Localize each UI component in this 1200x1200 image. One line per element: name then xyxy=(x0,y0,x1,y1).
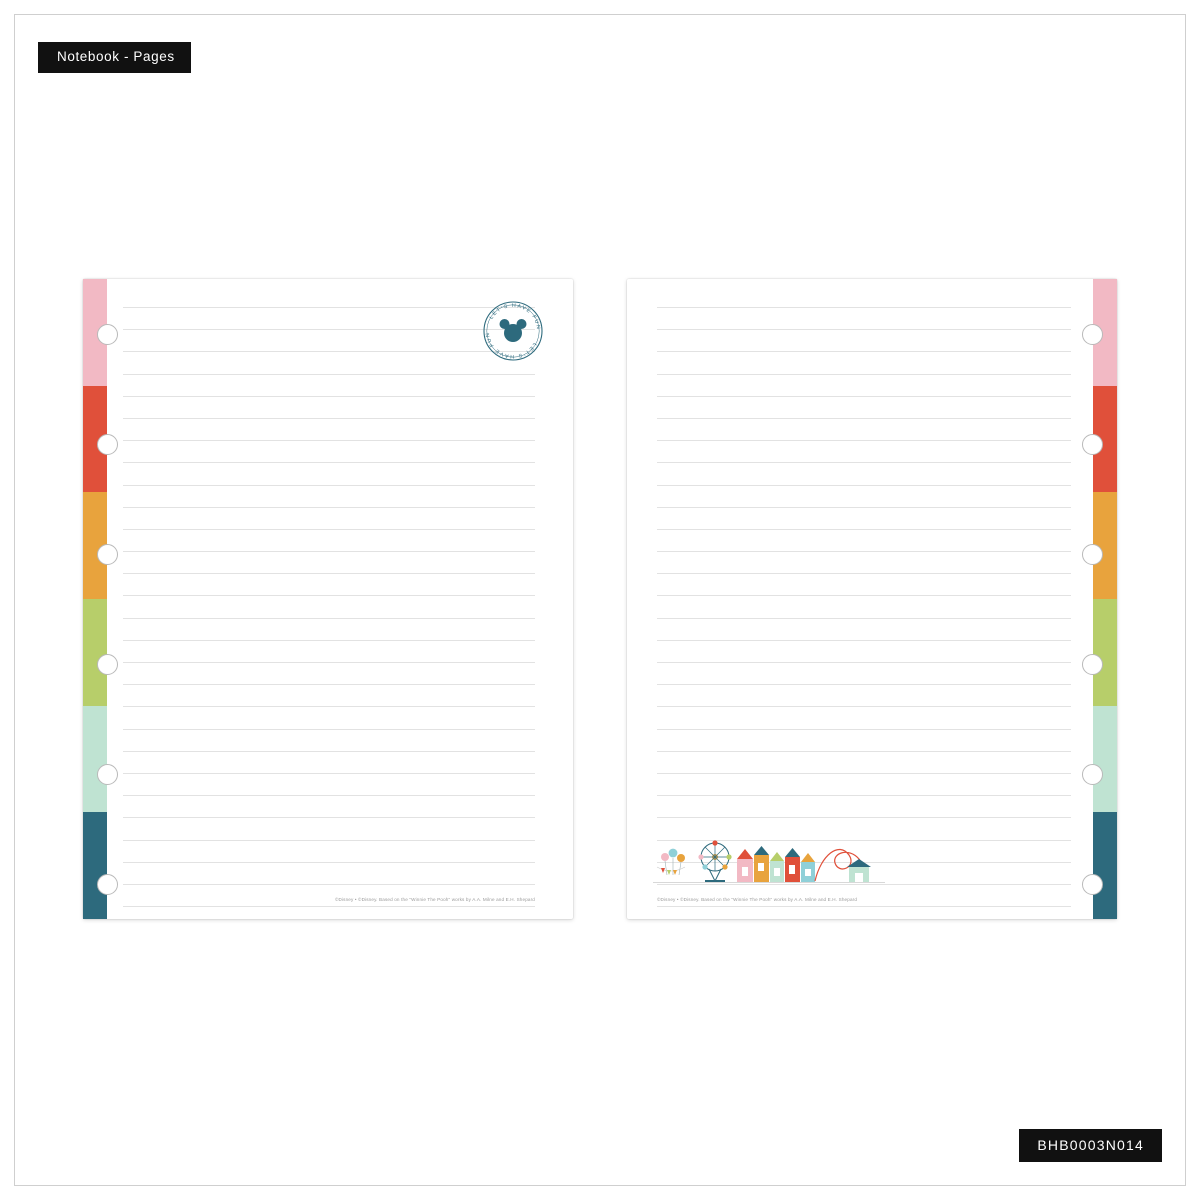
ruled-line xyxy=(657,618,1071,619)
ruled-line xyxy=(657,440,1071,441)
ruled-line xyxy=(123,396,535,397)
scallop-band-orange xyxy=(1093,492,1117,599)
ruled-line xyxy=(123,795,535,796)
ruled-line xyxy=(123,906,535,907)
left-page-scalloped-color-strip xyxy=(83,279,107,919)
ruled-line xyxy=(123,351,535,352)
ruled-line xyxy=(657,551,1071,552)
ruled-line xyxy=(123,485,535,486)
scallop-band-green xyxy=(1093,599,1117,706)
ruled-line xyxy=(123,551,535,552)
lets-have-fun-stamp xyxy=(481,299,545,363)
ruled-line xyxy=(657,485,1071,486)
ruled-line xyxy=(657,573,1071,574)
ruled-line xyxy=(657,351,1071,352)
ruled-line xyxy=(123,684,535,685)
ruled-line xyxy=(123,618,535,619)
ruled-line xyxy=(657,906,1071,907)
scallop-band-teal xyxy=(83,812,107,919)
ruled-line xyxy=(657,307,1071,308)
ferris-wheel-icon xyxy=(698,840,731,882)
scallop-band-teal xyxy=(1093,812,1117,919)
ruled-line xyxy=(123,507,535,508)
ruled-line xyxy=(123,640,535,641)
ruled-line xyxy=(657,795,1071,796)
ruled-line xyxy=(657,640,1071,641)
scallop-band-pink xyxy=(1093,279,1117,386)
ruled-line xyxy=(123,662,535,663)
ruled-line xyxy=(123,418,535,419)
ruled-line xyxy=(123,817,535,818)
svg-text:LET'S HAVE FUN: LET'S HAVE FUN xyxy=(488,302,542,331)
ruled-line xyxy=(657,662,1071,663)
scallop-band-mint xyxy=(1093,706,1117,813)
ruled-line xyxy=(657,462,1071,463)
ruled-line xyxy=(123,329,535,330)
right-page-ruled-lines xyxy=(657,307,1071,877)
ruled-line xyxy=(123,729,535,730)
ground-line xyxy=(653,882,885,883)
ruled-line xyxy=(657,529,1071,530)
mickey-head-icon xyxy=(500,319,527,342)
scallop-band-red xyxy=(1093,386,1117,493)
ruled-line xyxy=(123,706,535,707)
right-page-scalloped-color-strip xyxy=(1093,279,1117,919)
left-page-ruled-lines xyxy=(123,307,535,877)
ruled-line xyxy=(657,329,1071,330)
ruled-line xyxy=(123,307,535,308)
image-label-tag: Notebook - Pages xyxy=(38,42,191,73)
ruled-line xyxy=(657,684,1071,685)
ruled-line xyxy=(123,374,535,375)
scallop-band-red xyxy=(83,386,107,493)
ruled-line xyxy=(657,374,1071,375)
ruled-line xyxy=(123,862,535,863)
ruled-line xyxy=(657,595,1071,596)
ruled-line xyxy=(657,817,1071,818)
sku-label: BHB0003N014 xyxy=(1019,1129,1162,1162)
right-page-copyright: ©Disney • ©Disney. Based on the "Winnie The Pooh" works by A.A. Milne and E.H. Shepard xyxy=(657,897,858,902)
ruled-line xyxy=(123,462,535,463)
ruled-line xyxy=(657,773,1071,774)
left-page-copyright: ©Disney • ©Disney. Based on the "Winnie The Pooh" works by A.A. Milne and E.H. Shepard xyxy=(334,897,535,902)
ruled-line xyxy=(123,884,535,885)
ruled-line xyxy=(123,440,535,441)
ruled-line xyxy=(657,706,1071,707)
scallop-band-pink xyxy=(83,279,107,386)
right-page xyxy=(627,279,1117,919)
ruled-line xyxy=(123,529,535,530)
scallop-band-mint xyxy=(83,706,107,813)
ruled-line xyxy=(657,396,1071,397)
scallop-band-orange xyxy=(83,492,107,599)
scallop-band-green xyxy=(83,599,107,706)
townhouses-icon xyxy=(737,846,815,882)
left-page xyxy=(83,279,573,919)
amusement-park-illustration xyxy=(653,835,885,893)
ruled-line xyxy=(657,729,1071,730)
bunting-icon xyxy=(657,867,685,875)
ruled-line xyxy=(123,840,535,841)
ruled-line xyxy=(657,418,1071,419)
svg-text:LET'S HAVE FUN: LET'S HAVE FUN xyxy=(484,331,538,360)
ruled-line xyxy=(123,773,535,774)
ruled-line xyxy=(123,595,535,596)
ruled-line xyxy=(657,507,1071,508)
ruled-line xyxy=(123,751,535,752)
ruled-line xyxy=(123,573,535,574)
ruled-line xyxy=(657,751,1071,752)
